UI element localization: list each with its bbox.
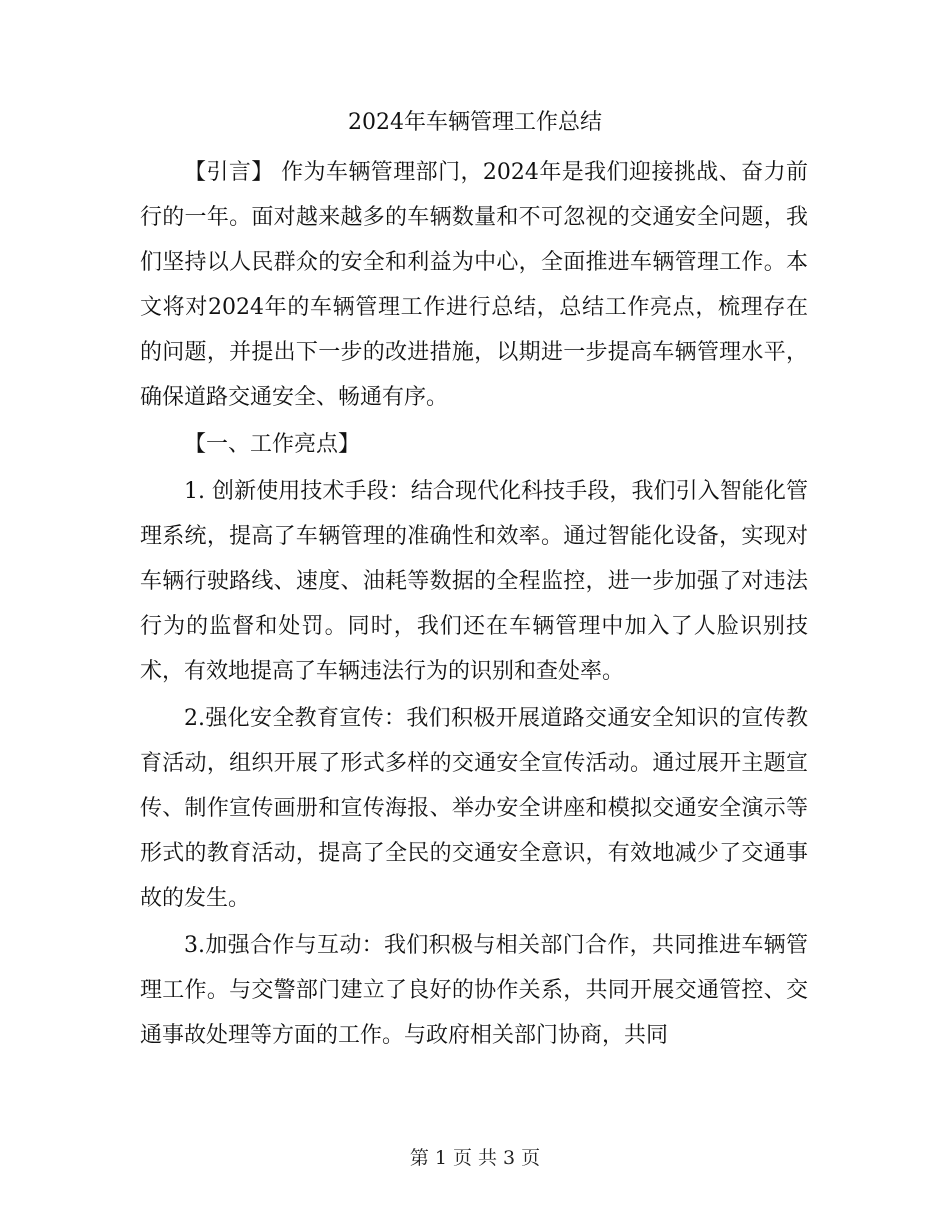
highlight-item-2: 2.强化安全教育宣传：我们积极开展道路交通安全知识的宣传教育活动，组织开展了形式多样的交通安全宣传活动。通过展开主题宣传、制作宣传画册和宣传海报、举办安全讲座和模拟交通安全演示等形式的教育活动，提高了全民的交通安全意识，有效地减少了交通事故的发生。 (140, 706, 808, 911)
highlight-item-3: 3.加强合作与互动：我们积极与相关部门合作，共同推进车辆管理工作。与交警部门建立了良好的协作关系，共同开展交通管控、交通事故处理等方面的工作。与政府相关部门协商，共同 (140, 933, 808, 1048)
section-heading-highlights: 【一、工作亮点】 (184, 432, 361, 457)
page-number-footer: 第 1 页 共 3 页 (409, 1147, 541, 1169)
document-body (140, 150, 808, 1060)
document-title: 2024年车辆管理工作总结 (348, 110, 602, 135)
intro-paragraph: 【引言】 作为车辆管理部门，2024年是我们迎接挑战、奋力前行的一年。面对越来越多的车辆数量和不可忽视的交通安全问题，我们坚持以人民群众的安全和利益为中心，全面推进车辆管理工作。本文将对2024年的车辆管理工作进行总结，总结工作亮点，梳理存在的问题，并提出下一步的改进措施，以期进一步提高车辆管理水平，确保道路交通安全、畅通有序。 (140, 160, 808, 410)
highlight-item-1: 1. 创新使用技术手段：结合现代化科技手段，我们引入智能化管理系统，提高了车辆管理的准确性和效率。通过智能化设备，实现对车辆行驶路线、速度、油耗等数据的全程监控，进一步加强了对违法行为的监督和处罚。同时，我们还在车辆管理中加入了人脸识别技术，有效地提高了车辆违法行为的识别和查处率。 (140, 479, 808, 684)
